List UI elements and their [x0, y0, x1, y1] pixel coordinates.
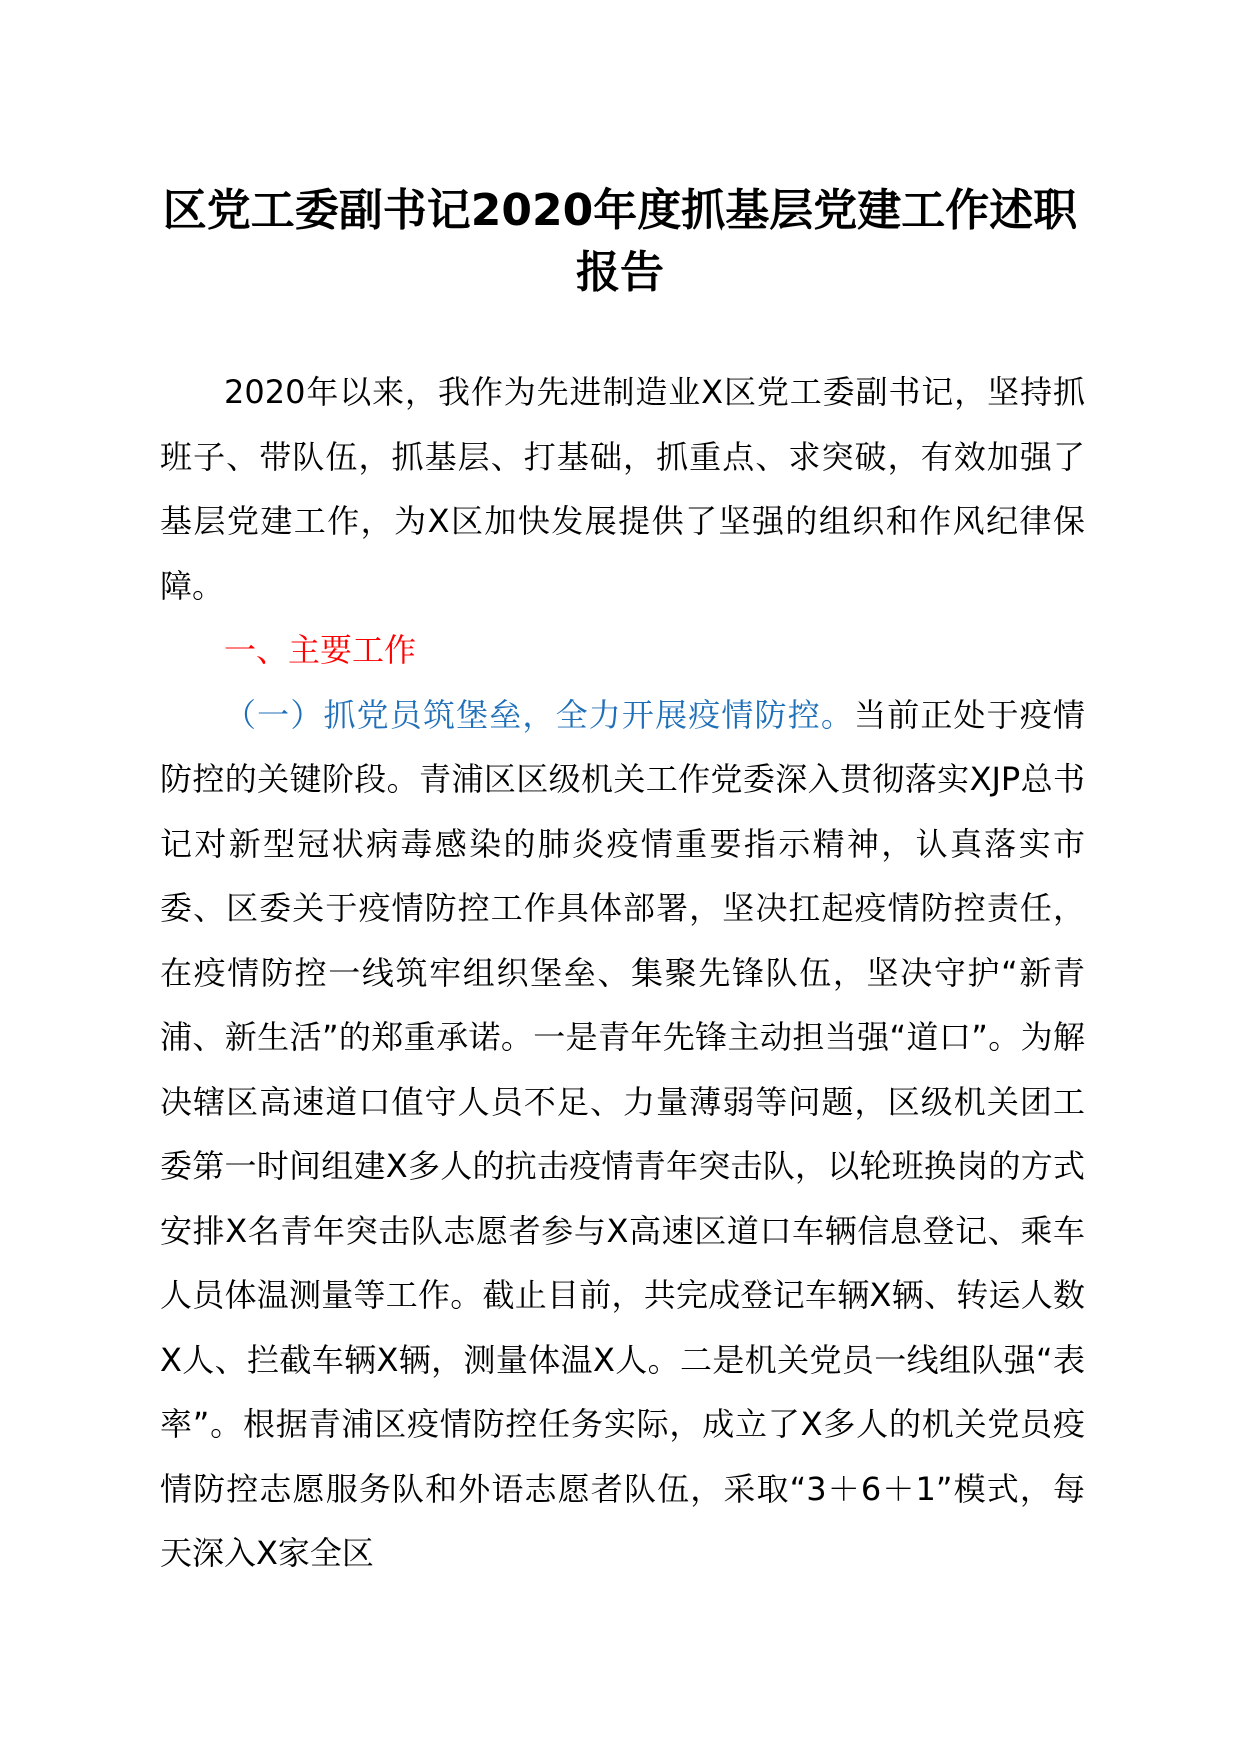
- section-heading: 一、主要工作: [224, 631, 417, 669]
- document-title: 区党工委副书记2020年度抓基层党建工作述职报告: [162, 185, 1078, 298]
- subsection-body: 当前正处于疫情防控的关键阶段。青浦区区级机关工作党委深入贯彻落实XJP总书记对新型冠状病毒感染的肺炎疫情重要指示精神，认真落实市委、区委关于疫情防控工作具体部署，坚决扛起疫情防控责任，在疫情防控一线筑牢组织堡垒、集聚先锋队伍，坚决守护“新青浦、新生活”的郑重承诺。一是青年先锋主动担当强“道口”。为解决辖区高速道口值守人员不足、力量薄弱等问题，区级机关团工委第一时间组建X多人的抗击疫情青年突击队，以轮班换岗的方式安排X名青年突击队志愿者参与X高速区道口车辆信息登记、乘车人员体温测量等工作。截止目前，共完成登记车辆X辆、转运人数X人、拦截车辆X辆，测量体温X人。二是机关党员一线组队强“表率”。根据青浦区疫情防控任务实际，成立了X多人的机关党员疫情防控志愿服务队和外语志愿者队伍，采取“3＋6＋1”模式，每天深入X家全区: [160, 695, 1085, 1572]
- intro-paragraph: 2020年以来，我作为先进制造业X区党工委副书记，坚持抓班子、带队伍，抓基层、打基础，抓重点、求突破，有效加强了基层党建工作，为X区加快发展提供了坚强的组织和作风纪律保障。: [160, 373, 1085, 605]
- subsection-heading: （一）抓党员筑堡垒，全力开展疫情防控。: [224, 695, 855, 734]
- document-body: [160, 360, 1085, 1586]
- subsection-paragraph: [160, 683, 1085, 1586]
